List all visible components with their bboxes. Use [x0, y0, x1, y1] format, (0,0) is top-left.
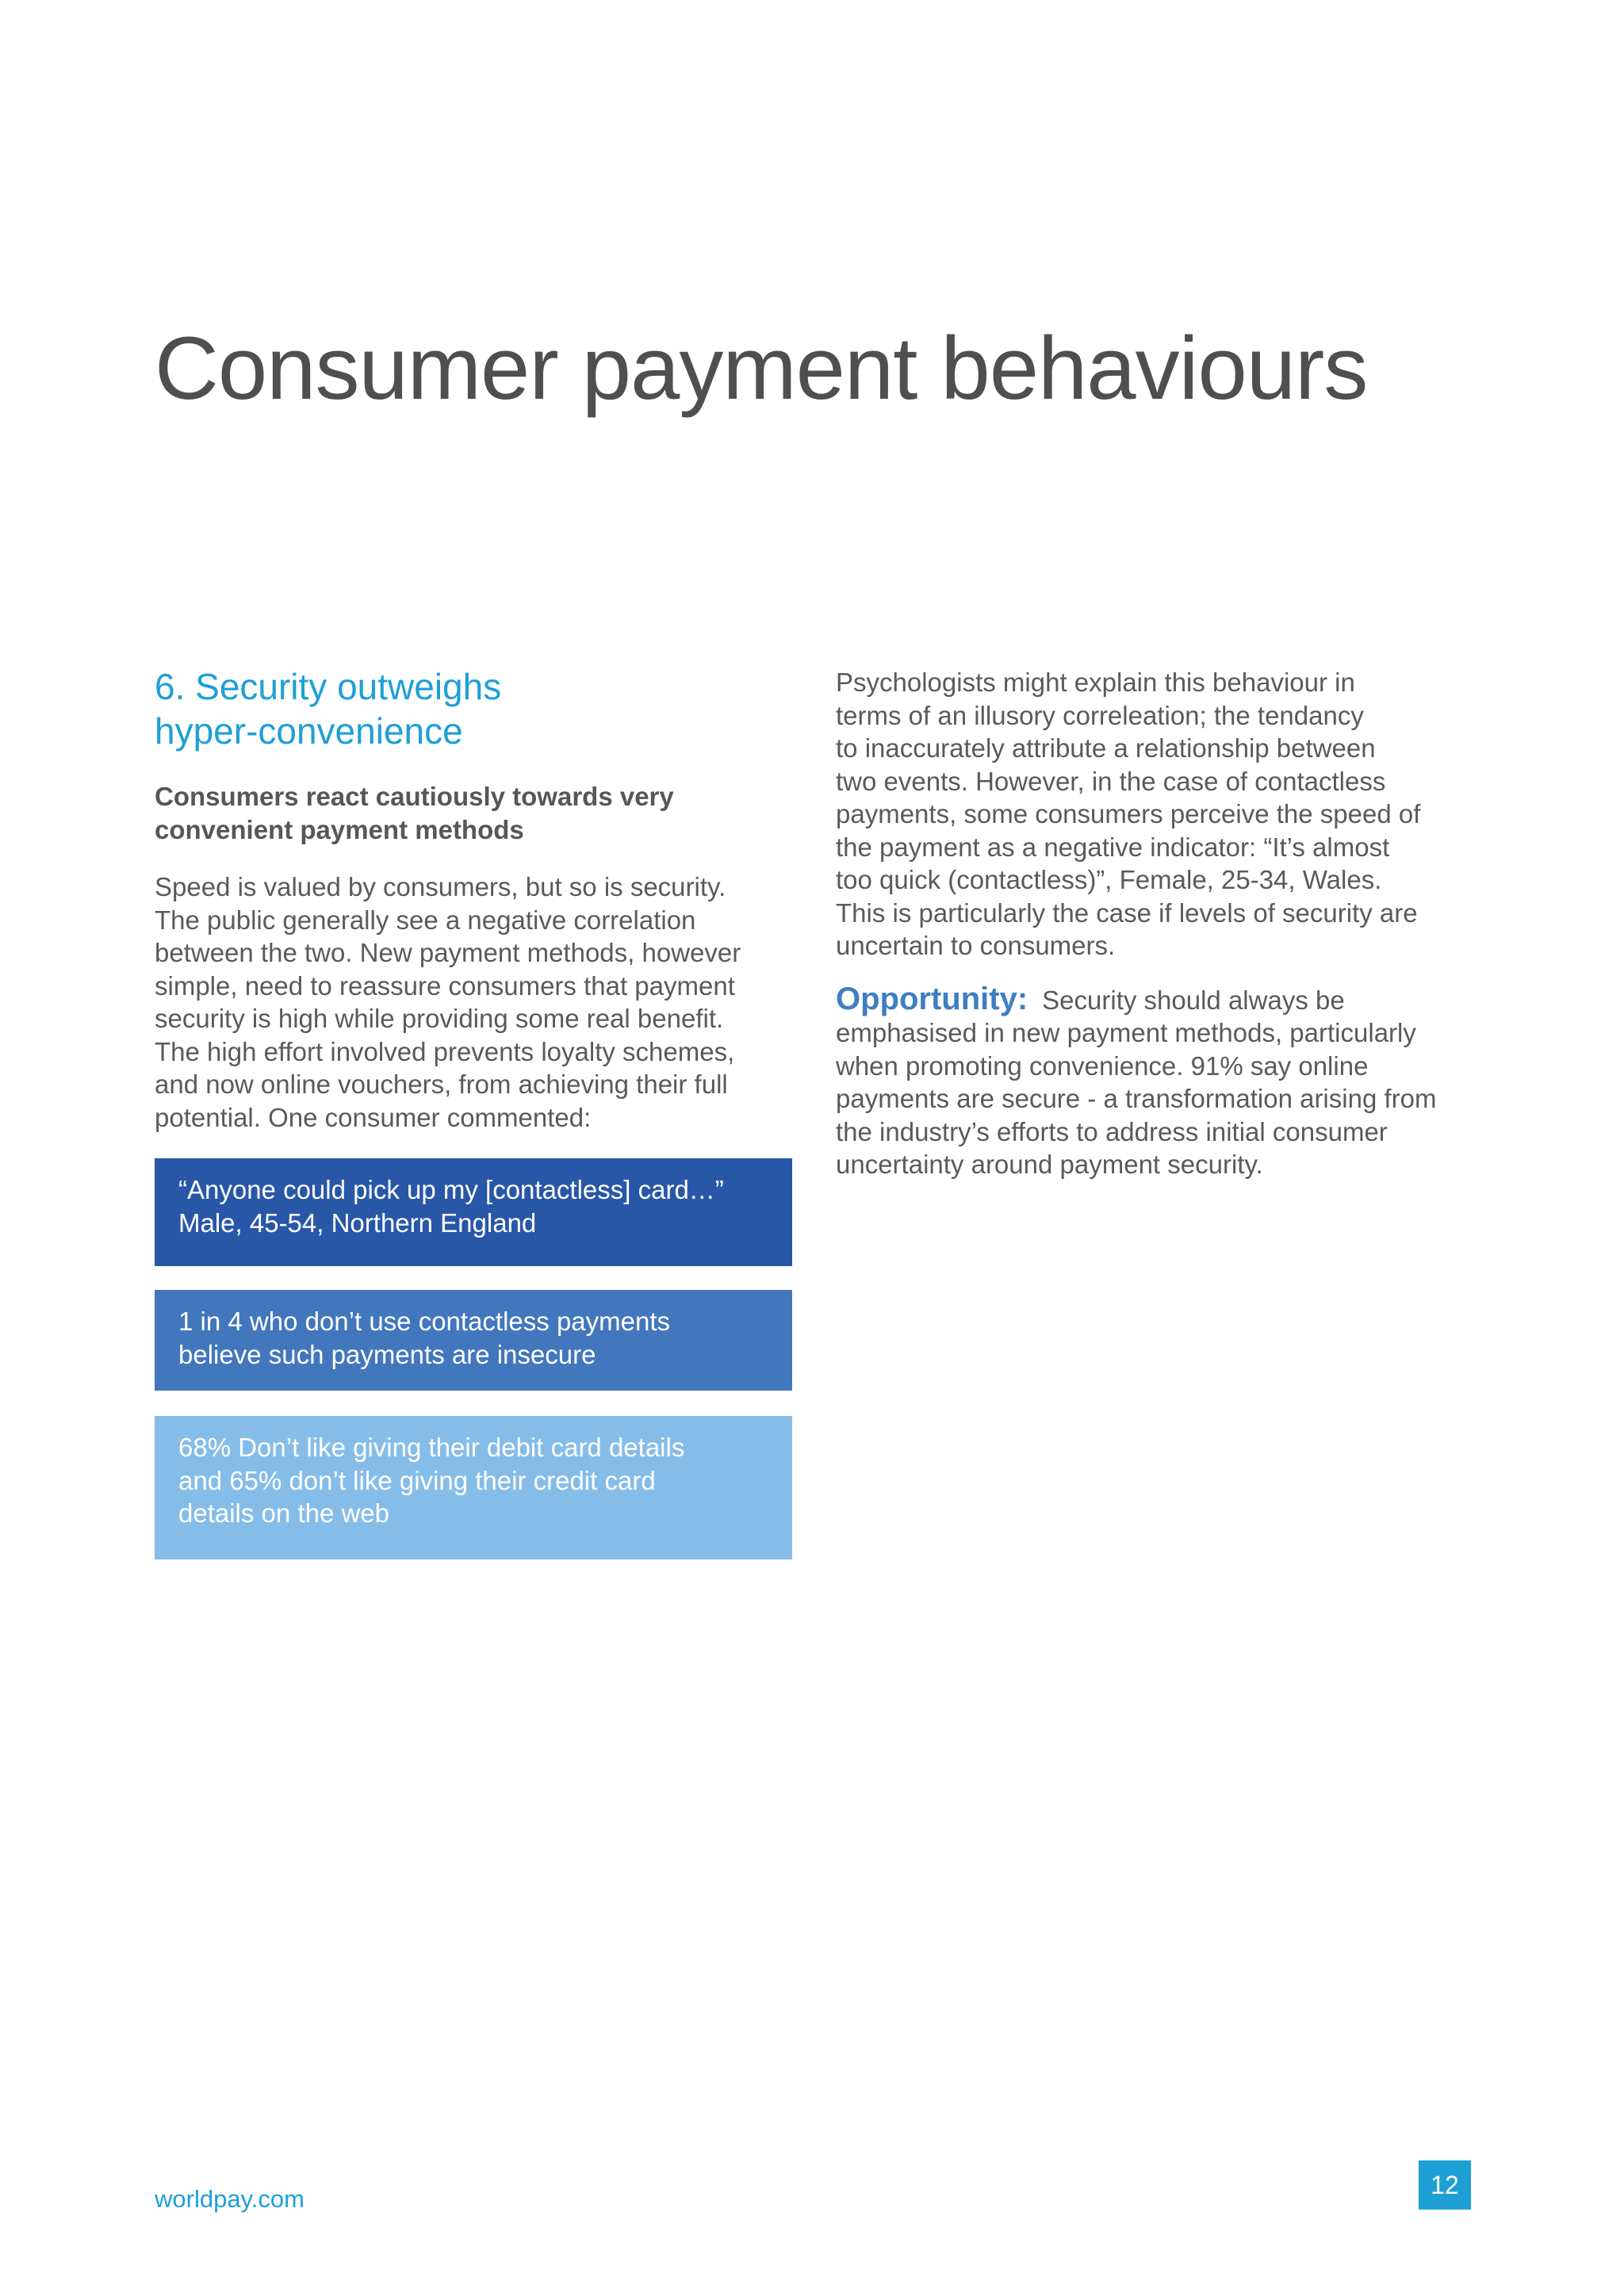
text-line: the payment as a negative indicator: “It’s almost [836, 832, 1390, 862]
consumer-quote-callout [155, 1158, 792, 1266]
text-line: Speed is valued by consumers, but so is security. [155, 872, 726, 901]
opportunity-paragraph [836, 983, 1474, 1181]
section-subheading [155, 780, 793, 847]
opportunity-label: Opportunity: [836, 981, 1028, 1016]
page-title: Consumer payment behaviours [155, 319, 1368, 418]
callout-line: 1 in 4 who don’t use contactless payments [178, 1307, 671, 1336]
text-line: security is high while providing some real benefit. [155, 1004, 724, 1033]
website-link[interactable]: worldpay.com [155, 2185, 304, 2213]
text-line: Psychologists might explain this behaviour in [836, 668, 1355, 697]
text-line: payments, some consumers perceive the speed of [836, 799, 1421, 828]
callout-line: and 65% don’t like giving their credit card [178, 1465, 656, 1495]
text-line: uncertain to consumers. [836, 931, 1116, 960]
right-column [836, 666, 1474, 1181]
subheading-line: convenient payment methods [155, 815, 524, 844]
section-heading-line: 6. Security outweighs [155, 666, 502, 707]
text-line: The public generally see a negative correlation [155, 905, 696, 935]
text-line: Security should always be [1042, 985, 1345, 1015]
contactless-stat-callout [155, 1290, 792, 1391]
left-column [155, 664, 793, 1559]
intro-paragraph [155, 871, 793, 1134]
text-line: when promoting convenience. 91% say online [836, 1050, 1369, 1081]
text-line: two events. However, in the case of contactless [836, 766, 1386, 796]
text-line: potential. One consumer commented: [155, 1102, 592, 1132]
section-heading [155, 664, 793, 753]
psychology-paragraph [836, 666, 1474, 962]
subheading-line: Consumers react cautiously towards very [155, 782, 674, 811]
text-line: The high effort involved prevents loyalty schemes, [155, 1036, 735, 1066]
callout-line: believe such payments are insecure [178, 1339, 596, 1369]
card-details-stat-callout [155, 1416, 792, 1559]
page-number: 12 [1419, 2160, 1471, 2210]
text-line: emphasised in new payment methods, particularly [836, 1018, 1416, 1047]
text-line: simple, need to reassure consumers that payment [155, 970, 735, 1001]
text-line: and now online vouchers, from achieving their full [155, 1070, 728, 1099]
text-line: payments are secure - a transformation arising from [836, 1084, 1437, 1113]
text-line: uncertainty around payment security. [836, 1150, 1263, 1179]
text-line: to inaccurately attribute a relationship between [836, 733, 1376, 763]
callout-line: Male, 45-54, Northern England [178, 1207, 537, 1238]
text-line: This is particularly the case if levels of security are [836, 897, 1418, 928]
callout-line: details on the web [178, 1498, 390, 1528]
section-heading-line: hyper-convenience [155, 710, 463, 752]
text-line: terms of an illusory correleation; the tendancy [836, 700, 1364, 730]
text-line: between the two. New payment methods, however [155, 938, 741, 967]
callout-line: 68% Don’t like giving their debit card details [178, 1433, 685, 1462]
text-line: too quick (contactless)”, Female, 25-34, Wales. [836, 865, 1382, 894]
text-line: the industry’s efforts to address initial consumer [836, 1116, 1388, 1146]
callout-line: “Anyone could pick up my [contactless] card…” [178, 1175, 724, 1204]
